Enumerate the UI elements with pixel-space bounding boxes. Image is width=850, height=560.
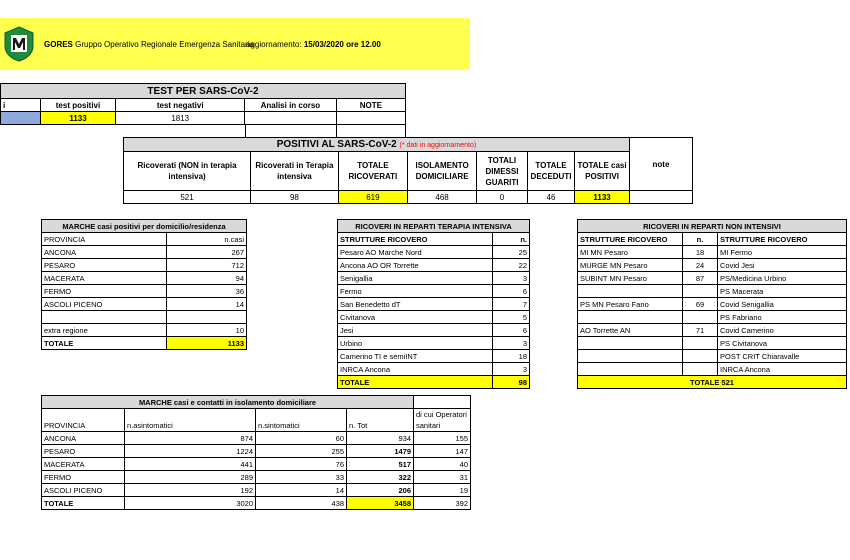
cell: 10 <box>167 324 247 337</box>
cell: TOTALE <box>42 337 167 350</box>
cell: 36 <box>167 285 247 298</box>
cell: 147 <box>414 445 471 458</box>
cell: MACERATA <box>42 272 167 285</box>
regione-marche-logo <box>2 26 36 62</box>
cell: Ancona AO OR Torrette <box>338 259 493 272</box>
marche-casi-head-provincia: PROVINCIA <box>42 233 167 246</box>
test-val-negativi: 1813 <box>116 112 245 125</box>
positivi-val-isolamento: 468 <box>408 191 477 204</box>
cell: 874 <box>125 432 256 445</box>
table-row <box>42 458 471 471</box>
test-col-note: NOTE <box>336 99 405 112</box>
org-full-name: Gruppo Operativo Regionale Emergenza Sanitaria <box>75 40 254 49</box>
cell: FERMO <box>42 285 167 298</box>
table-row <box>578 337 847 350</box>
table-row <box>338 337 530 350</box>
cell: 712 <box>167 259 247 272</box>
marche-casi-title: MARCHE casi positivi per domicilio/residenza <box>42 220 247 233</box>
cell: 155 <box>414 432 471 445</box>
positivi-val-note <box>629 191 692 204</box>
table-row <box>42 246 247 259</box>
cell: AO Torrette AN <box>578 324 683 337</box>
test-title: TEST PER SARS-CoV-2 <box>1 84 406 99</box>
cell: 3 <box>493 363 530 376</box>
cell: 76 <box>256 458 347 471</box>
cell: 3 <box>493 272 530 285</box>
table-row <box>578 311 847 324</box>
test-val-note <box>336 112 405 125</box>
cell: MURGE MN Pesaro <box>578 259 683 272</box>
cell: 206 <box>347 484 414 497</box>
test-val-analisi <box>245 112 337 125</box>
positivi-title <box>124 138 630 152</box>
cell: 24 <box>683 259 718 272</box>
cell: 19 <box>414 484 471 497</box>
total-row <box>42 337 247 350</box>
table-row <box>42 432 471 445</box>
cell: TOTALE <box>42 497 125 510</box>
test-val-positivi: 1133 <box>40 112 116 125</box>
non-intensivi-head-n: n. <box>683 233 718 246</box>
table-row <box>42 259 247 272</box>
cell: 60 <box>256 432 347 445</box>
cell: PS MN Pesaro Fano <box>578 298 683 311</box>
table-row <box>578 363 847 376</box>
cell: MACERATA <box>42 458 125 471</box>
cell: MI MN Pesaro <box>578 246 683 259</box>
cell: 94 <box>167 272 247 285</box>
intensiva-title: RICOVERI IN REPARTI TERAPIA INTENSIVA <box>338 220 530 233</box>
cell <box>683 363 718 376</box>
cell: 192 <box>125 484 256 497</box>
intensiva-head-strutture: STRUTTURE RICOVERO <box>338 233 493 246</box>
isolamento-head-sintomatici: n.sintomatici <box>256 409 347 432</box>
table-row <box>42 324 247 337</box>
cell: 3458 <box>347 497 414 510</box>
table-row <box>338 350 530 363</box>
marche-casi-head-ncasi: n.casi <box>167 233 247 246</box>
positivi-val-deceduti: 46 <box>527 191 574 204</box>
cell: 33 <box>256 471 347 484</box>
cell: 14 <box>256 484 347 497</box>
non-intensivi-head-strutture: STRUTTURE RICOVERO <box>578 233 683 246</box>
total-row <box>338 376 530 389</box>
positivi-col-isolamento: ISOLAMENTO DOMICILIARE <box>408 152 477 191</box>
total-row <box>42 497 471 510</box>
positivi-val-ti: 98 <box>251 191 339 204</box>
table-row <box>42 311 247 324</box>
test-col-positivi: test positivi <box>40 99 116 112</box>
cell: TOTALE <box>338 376 493 389</box>
positivi-title-text: POSITIVI AL SARS-CoV-2 <box>276 138 397 150</box>
cell <box>683 311 718 324</box>
table-row <box>338 363 530 376</box>
positivi-table <box>123 137 693 204</box>
org-title <box>44 40 254 49</box>
table-row <box>338 285 530 298</box>
cell: PS/Medicina Urbino <box>718 272 847 285</box>
test-val-blank <box>1 112 41 125</box>
table-row <box>578 285 847 298</box>
cell: POST CRIT Chiaravalle <box>718 350 847 363</box>
positivi-col-tot-positivi: TOTALE casi POSITIVI <box>575 152 630 191</box>
positivi-val-dimessi: 0 <box>477 191 528 204</box>
cell: 517 <box>347 458 414 471</box>
cell: Covid Senigallia <box>718 298 847 311</box>
cell: 1479 <box>347 445 414 458</box>
cell <box>683 350 718 363</box>
table-row <box>338 246 530 259</box>
positivi-col-ti: Ricoverati in Terapia intensiva <box>251 152 339 191</box>
isolamento-head-operatori: di cui Operatori sanitari <box>414 409 471 432</box>
table-row <box>338 272 530 285</box>
table-row <box>578 259 847 272</box>
cell: FERMO <box>42 471 125 484</box>
cell: extra regione <box>42 324 167 337</box>
cell: Jesi <box>338 324 493 337</box>
total-row <box>578 376 847 389</box>
positivi-col-deceduti: TOTALE DECEDUTI <box>527 152 574 191</box>
cell: 18 <box>683 246 718 259</box>
update-info <box>246 40 381 49</box>
table-row <box>42 298 247 311</box>
positivi-col-dimessi: TOTALI DIMESSI GUARITI <box>477 152 528 191</box>
intensiva-head-n: n. <box>493 233 530 246</box>
intensiva-table <box>337 219 530 389</box>
cell: Pesaro AO Marche Nord <box>338 246 493 259</box>
positivi-val-ricoverati: 521 <box>124 191 251 204</box>
cell: ANCONA <box>42 246 167 259</box>
non-intensivi-head-strutture-2: STRUTTURE RICOVERO <box>718 233 847 246</box>
cell <box>42 311 167 324</box>
cell <box>578 350 683 363</box>
cell: PS Macerata <box>718 285 847 298</box>
cell: 25 <box>493 246 530 259</box>
cell: Fermo <box>338 285 493 298</box>
cell: 322 <box>347 471 414 484</box>
cell: 18 <box>493 350 530 363</box>
org-name: GORES <box>44 40 73 49</box>
table-row <box>338 298 530 311</box>
positivi-val-tot-ricoverati: 619 <box>338 191 407 204</box>
isolamento-table <box>41 395 471 510</box>
isolamento-head-ntot: n. Tot <box>347 409 414 432</box>
test-col0: i <box>1 99 41 112</box>
marche-casi-table <box>41 219 247 350</box>
test-col-negativi: test negativi <box>116 99 245 112</box>
table-row <box>42 484 471 497</box>
cell: Covid Jesi <box>718 259 847 272</box>
cell: 69 <box>683 298 718 311</box>
isolamento-title: MARCHE casi e contatti in isolamento domiciliare <box>42 396 414 409</box>
table-row <box>338 311 530 324</box>
cell: 289 <box>125 471 256 484</box>
positivi-col-tot-ricoverati: TOTALE RICOVERATI <box>338 152 407 191</box>
cell: 1224 <box>125 445 256 458</box>
cell: 3020 <box>125 497 256 510</box>
cell <box>683 285 718 298</box>
cell: PESARO <box>42 445 125 458</box>
cell: Civitanova <box>338 311 493 324</box>
cell <box>578 363 683 376</box>
cell: 255 <box>256 445 347 458</box>
cell: PS Civitanova <box>718 337 847 350</box>
cell <box>578 337 683 350</box>
positivi-val-tot-positivi: 1133 <box>575 191 630 204</box>
cell: SUBINT MN Pesaro <box>578 272 683 285</box>
table-row <box>42 285 247 298</box>
cell: 267 <box>167 246 247 259</box>
positivi-col-note: note <box>629 138 692 191</box>
cell: San Benedetto dT <box>338 298 493 311</box>
cell: ASCOLI PICENO <box>42 298 167 311</box>
table-row <box>338 324 530 337</box>
positivi-col-ricoverati: Ricoverati (NON in terapia intensiva) <box>124 152 251 191</box>
test-col-analisi: Analisi in corso <box>245 99 337 112</box>
cell: 392 <box>414 497 471 510</box>
cell: PESARO <box>42 259 167 272</box>
cell: 22 <box>493 259 530 272</box>
cell <box>167 311 247 324</box>
cell: 3 <box>493 337 530 350</box>
table-row <box>578 324 847 337</box>
cell <box>578 285 683 298</box>
non-intensivi-title: RICOVERI IN REPARTI NON INTENSIVI <box>578 220 847 233</box>
positivi-title-note: (* dati in aggiornamento) <box>399 141 477 149</box>
table-row <box>42 272 247 285</box>
cell: Urbino <box>338 337 493 350</box>
test-spacer <box>245 124 406 138</box>
table-row <box>578 350 847 363</box>
cell <box>578 311 683 324</box>
cell: ANCONA <box>42 432 125 445</box>
cell: 71 <box>683 324 718 337</box>
cell: 87 <box>683 272 718 285</box>
non-intensivi-table <box>577 219 847 389</box>
isolamento-head-provincia: PROVINCIA <box>42 409 125 432</box>
cell: INRCA Ancona <box>338 363 493 376</box>
cell: Senigallia <box>338 272 493 285</box>
cell: 6 <box>493 324 530 337</box>
isolamento-title-spacer <box>414 396 471 409</box>
cell: 31 <box>414 471 471 484</box>
cell: Camerino TI e semiINT <box>338 350 493 363</box>
update-value: 15/03/2020 ore 12.00 <box>303 40 381 49</box>
table-row <box>42 445 471 458</box>
table-row <box>42 471 471 484</box>
isolamento-head-asintomatici: n.asintomatici <box>125 409 256 432</box>
cell: ASCOLI PICENO <box>42 484 125 497</box>
cell: 934 <box>347 432 414 445</box>
cell: 98 <box>493 376 530 389</box>
cell: INRCA Ancona <box>718 363 847 376</box>
cell: 14 <box>167 298 247 311</box>
table-row <box>338 259 530 272</box>
test-table <box>0 83 406 125</box>
cell: 40 <box>414 458 471 471</box>
cell: 7 <box>493 298 530 311</box>
cell: 438 <box>256 497 347 510</box>
cell: PS Fabriano <box>718 311 847 324</box>
cell: 1133 <box>167 337 247 350</box>
table-row <box>578 298 847 311</box>
cell: 6 <box>493 285 530 298</box>
cell <box>683 337 718 350</box>
table-row <box>578 246 847 259</box>
cell: 5 <box>493 311 530 324</box>
table-row <box>578 272 847 285</box>
cell: MI Fermo <box>718 246 847 259</box>
cell: TOTALE 521 <box>578 376 847 389</box>
cell: Covid Camerino <box>718 324 847 337</box>
cell: 441 <box>125 458 256 471</box>
update-label: aggiornamento: <box>246 40 302 49</box>
